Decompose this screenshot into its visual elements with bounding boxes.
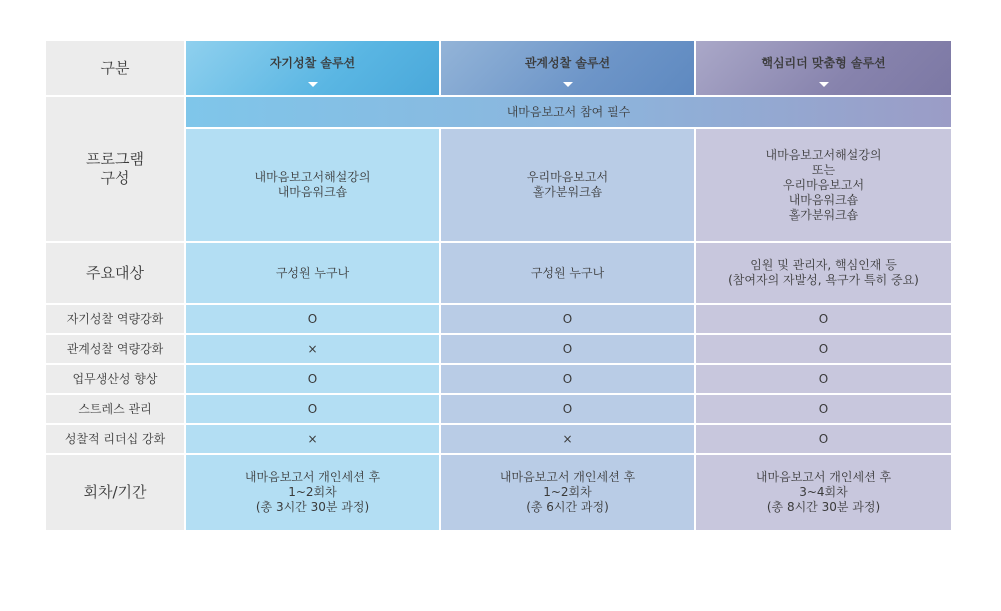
header-category: 구분 (46, 41, 184, 95)
feature-label: 자기성찰 역량강화 (46, 305, 184, 333)
header-row (46, 41, 951, 95)
chevron-down-icon (563, 82, 573, 87)
program-line: 홀가분워크숍 (532, 185, 603, 199)
program-line: 우리마음보고서 (526, 170, 609, 184)
feature-mark: O (441, 365, 694, 393)
program-line: 내마음워크숍 (788, 192, 859, 207)
sessions-label: 회차/기간 (46, 455, 184, 530)
program-line: 내마음보고서해설강의 (254, 170, 371, 184)
program-label (46, 97, 184, 241)
feature-mark: O (696, 395, 951, 423)
feature-row (46, 305, 951, 333)
program-line: 우리마음보고서 (782, 177, 865, 192)
sessions-line: 1~2회차 (543, 485, 592, 499)
header-relationship-reflection[interactable] (441, 41, 694, 95)
feature-mark: O (186, 365, 439, 393)
feature-mark: O (696, 305, 951, 333)
target-row (46, 243, 951, 303)
feature-mark: O (186, 305, 439, 333)
program-line: 또는 (811, 162, 836, 177)
sessions-line: (총 3시간 30분 과정) (255, 500, 370, 514)
sessions-line: 내마음보고서 개인세션 후 (499, 470, 636, 484)
feature-mark: × (186, 335, 439, 363)
program-col3 (696, 129, 951, 241)
target-line: 임원 및 관리자, 핵심인재 등 (750, 258, 897, 272)
sessions-row (46, 455, 951, 530)
sessions-line: 1~2회차 (288, 485, 337, 499)
sessions-line: (총 8시간 30분 과정) (766, 500, 881, 514)
sessions-line: (총 6시간 과정) (526, 500, 609, 514)
feature-label: 성찰적 리더십 강화 (46, 425, 184, 453)
feature-row (46, 335, 951, 363)
feature-label: 관계성찰 역량강화 (46, 335, 184, 363)
program-col1 (186, 129, 439, 241)
program-label-line: 프로그램 (86, 150, 144, 168)
target-line: (참여자의 자발성, 욕구가 특히 중요) (728, 273, 919, 287)
required-note: 내마음보고서 참여 필수 (186, 97, 951, 127)
target-col2: 구성원 누구나 (441, 243, 694, 303)
target-col3 (696, 243, 951, 303)
feature-mark: O (441, 395, 694, 423)
program-label-line: 구성 (100, 169, 130, 187)
target-col1: 구성원 누구나 (186, 243, 439, 303)
feature-row (46, 425, 951, 453)
sessions-line: 내마음보고서 개인세션 후 (755, 470, 892, 484)
sessions-col3 (696, 455, 951, 530)
sessions-col2 (441, 455, 694, 530)
sessions-line: 내마음보고서 개인세션 후 (244, 470, 381, 484)
feature-mark: O (441, 335, 694, 363)
comparison-table (44, 39, 953, 532)
feature-mark: × (186, 425, 439, 453)
feature-label: 업무생산성 향상 (46, 365, 184, 393)
header-self-reflection[interactable] (186, 41, 439, 95)
chevron-down-icon (308, 82, 318, 87)
header-core-leader[interactable] (696, 41, 951, 95)
feature-mark: × (441, 425, 694, 453)
program-col2 (441, 129, 694, 241)
program-line: 내마음워크숍 (277, 185, 348, 199)
feature-mark: O (696, 365, 951, 393)
sessions-col1 (186, 455, 439, 530)
feature-row (46, 395, 951, 423)
feature-mark: O (441, 305, 694, 333)
sessions-line: 3~4회차 (799, 485, 848, 499)
header-label: 자기성찰 솔루션 (269, 55, 356, 70)
feature-mark: O (696, 425, 951, 453)
feature-row (46, 365, 951, 393)
program-line: 홀가분워크숍 (788, 207, 859, 222)
chevron-down-icon (819, 82, 829, 87)
feature-label: 스트레스 관리 (46, 395, 184, 423)
feature-mark: O (696, 335, 951, 363)
header-label: 관계성찰 솔루션 (524, 55, 611, 70)
target-label: 주요대상 (46, 243, 184, 303)
feature-mark: O (186, 395, 439, 423)
required-row (46, 97, 951, 127)
header-label: 핵심리더 맞춤형 솔루션 (761, 55, 886, 70)
program-line: 내마음보고서해설강의 (765, 147, 882, 162)
